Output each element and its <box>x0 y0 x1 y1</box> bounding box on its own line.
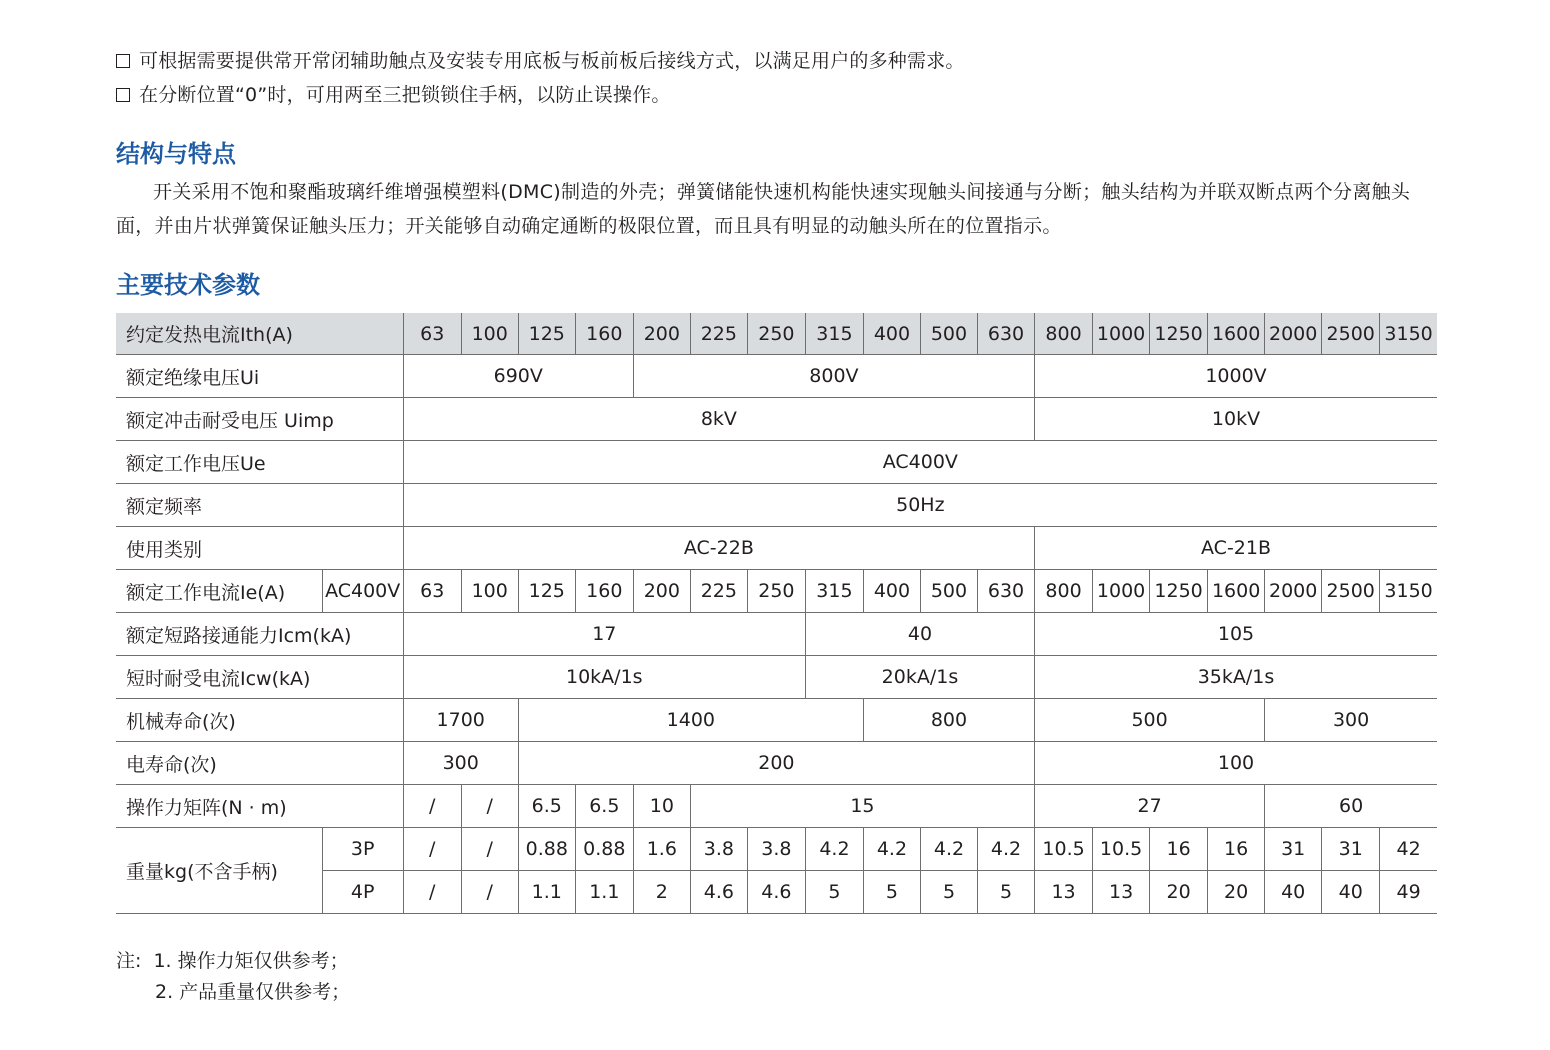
value-cell: 200 <box>518 742 1034 785</box>
value-cell: 6.5 <box>518 785 575 828</box>
row-label: 额定短路接通能力Icm(kA) <box>116 613 403 656</box>
value-cell: 1000 <box>1093 570 1150 613</box>
rating-cell: 1600 <box>1208 313 1265 355</box>
value-cell: 315 <box>805 570 863 613</box>
value-cell: 1250 <box>1150 570 1208 613</box>
short-time-withstand-row <box>116 656 1437 699</box>
value-cell: 60 <box>1265 785 1437 828</box>
value-cell: 40 <box>1322 871 1380 914</box>
rating-cell: 200 <box>633 313 690 355</box>
bullet-text: 在分断位置“0”时，可用两至三把锁锁住手柄，以防止误操作。 <box>139 84 671 106</box>
value-cell: 800V <box>633 355 1034 398</box>
rating-cell: 500 <box>920 313 977 355</box>
value-cell: 10kV <box>1035 398 1437 441</box>
bullet-text: 可根据需要提供常开常闭辅助触点及安装专用底板与板前板后接线方式，以满足用户的多种需求。 <box>139 50 965 72</box>
value-cell: 49 <box>1380 871 1437 914</box>
value-cell: 20kA/1s <box>805 656 1034 699</box>
note-text: 2. 产品重量仅供参考； <box>155 981 351 1003</box>
value-cell: 400 <box>863 570 920 613</box>
value-cell: 200 <box>633 570 690 613</box>
value-cell: / <box>461 828 518 871</box>
row-label: 额定工作电压Ue <box>116 441 403 484</box>
value-cell: 27 <box>1035 785 1265 828</box>
pole-label: 3P <box>322 828 403 871</box>
value-cell: 2000 <box>1265 570 1322 613</box>
row-label: 机械寿命(次) <box>116 699 403 742</box>
weight-3p-row <box>116 828 1437 871</box>
value-cell: 4.2 <box>978 828 1035 871</box>
value-cell: 8kV <box>403 398 1034 441</box>
value-cell: 15 <box>690 785 1034 828</box>
value-cell: 20 <box>1150 871 1208 914</box>
value-cell: 1.1 <box>575 871 633 914</box>
value-cell: 100 <box>1035 742 1437 785</box>
value-cell: 0.88 <box>518 828 575 871</box>
rating-cell: 125 <box>518 313 575 355</box>
value-cell: 20 <box>1208 871 1265 914</box>
structure-paragraph: 开关采用不饱和聚酯玻璃纤维增强模塑料(DMC)制造的外壳；弹簧储能快速机构能快速实现触头间接通与分断；触头结构为并联双断点两个分离触头面，并由片状弹簧保证触头压力；开关能够自动确定通断的极限位置，而且具有明显的动触头所在的位置指示。 <box>116 181 1411 237</box>
value-cell: 4.6 <box>747 871 805 914</box>
value-cell: 300 <box>403 742 518 785</box>
checkbox-icon <box>116 54 130 68</box>
value-cell: 16 <box>1150 828 1208 871</box>
impulse-voltage-row <box>116 398 1437 441</box>
params-heading: 主要技术参数 <box>116 271 260 299</box>
value-cell: 2500 <box>1322 570 1380 613</box>
value-cell: 13 <box>1093 871 1150 914</box>
value-cell: 10kA/1s <box>403 656 805 699</box>
value-cell: 10 <box>633 785 690 828</box>
value-cell: 63 <box>403 570 461 613</box>
value-cell: 50Hz <box>403 484 1437 527</box>
value-cell: 800 <box>1035 570 1093 613</box>
value-cell: 1000V <box>1035 355 1437 398</box>
value-cell: 300 <box>1265 699 1437 742</box>
operating-voltage-row <box>116 441 1437 484</box>
operating-torque-row <box>116 785 1437 828</box>
value-cell: 3150 <box>1380 570 1437 613</box>
value-cell: / <box>461 785 518 828</box>
electrical-life-row <box>116 742 1437 785</box>
value-cell: 16 <box>1208 828 1265 871</box>
value-cell: 17 <box>403 613 805 656</box>
value-cell: 5 <box>920 871 977 914</box>
pole-label: 4P <box>322 871 403 914</box>
note-1 <box>116 946 349 976</box>
value-cell: 250 <box>747 570 805 613</box>
row-label: 额定工作电流Ie(A) <box>116 570 322 613</box>
row-label: 电寿命(次) <box>116 742 403 785</box>
value-cell: 690V <box>403 355 633 398</box>
value-cell: 500 <box>1035 699 1265 742</box>
rating-cell: 315 <box>805 313 863 355</box>
mechanical-life-row <box>116 699 1437 742</box>
rating-cell: 63 <box>403 313 461 355</box>
value-cell: 100 <box>461 570 518 613</box>
value-cell: 31 <box>1265 828 1322 871</box>
value-cell: 1.1 <box>518 871 575 914</box>
value-cell: 1700 <box>403 699 518 742</box>
value-cell: / <box>403 785 461 828</box>
value-cell: 40 <box>805 613 1034 656</box>
value-cell: 0.88 <box>575 828 633 871</box>
short-circuit-making-row <box>116 613 1437 656</box>
rating-cell: 250 <box>747 313 805 355</box>
value-cell: 13 <box>1035 871 1093 914</box>
value-cell: 800 <box>863 699 1034 742</box>
value-cell: AC400V <box>403 441 1437 484</box>
rating-cell: 2000 <box>1265 313 1322 355</box>
row-label: 使用类别 <box>116 527 403 570</box>
row-label: 短时耐受电流Icw(kA) <box>116 656 403 699</box>
rating-cell: 800 <box>1035 313 1093 355</box>
value-cell: AC-22B <box>403 527 1034 570</box>
value-cell: 5 <box>805 871 863 914</box>
value-cell: 3.8 <box>747 828 805 871</box>
value-cell: 630 <box>978 570 1035 613</box>
value-cell: / <box>403 871 461 914</box>
value-cell: 160 <box>575 570 633 613</box>
value-cell: AC-21B <box>1035 527 1437 570</box>
value-cell: 225 <box>690 570 747 613</box>
value-cell: / <box>461 871 518 914</box>
bullet-aux-contacts <box>116 49 965 73</box>
value-cell: 4.2 <box>805 828 863 871</box>
value-cell: 42 <box>1380 828 1437 871</box>
rating-cell: 1250 <box>1150 313 1208 355</box>
note-prefix: 注: <box>116 950 142 972</box>
rating-cell: 1000 <box>1093 313 1150 355</box>
value-cell: 1.6 <box>633 828 690 871</box>
row-label: 约定发热电流Ith(A) <box>116 313 403 355</box>
rating-cell: 160 <box>575 313 633 355</box>
value-cell: 4.2 <box>920 828 977 871</box>
note-text: 1. 操作力矩仅供参考； <box>153 950 349 972</box>
row-label: 操作力矩阵(N · m) <box>116 785 403 828</box>
rating-cell: 2500 <box>1322 313 1380 355</box>
value-cell: 4.2 <box>863 828 920 871</box>
value-cell: 1400 <box>518 699 863 742</box>
rating-cell: 400 <box>863 313 920 355</box>
rating-cell: 3150 <box>1380 313 1437 355</box>
checkbox-icon <box>116 88 130 102</box>
frequency-row <box>116 484 1437 527</box>
value-cell: 2 <box>633 871 690 914</box>
operating-current-row <box>116 570 1437 613</box>
note-2 <box>155 977 350 1007</box>
rating-cell: 100 <box>461 313 518 355</box>
voltage-sub-label: AC400V <box>322 570 403 613</box>
row-label: 额定冲击耐受电压 Uimp <box>116 398 403 441</box>
value-cell: 500 <box>920 570 977 613</box>
value-cell: 5 <box>863 871 920 914</box>
value-cell: 1600 <box>1208 570 1265 613</box>
value-cell: 3.8 <box>690 828 747 871</box>
value-cell: 40 <box>1265 871 1322 914</box>
tech-params-table <box>116 313 1437 914</box>
rating-cell: 630 <box>978 313 1035 355</box>
insulation-voltage-row <box>116 355 1437 398</box>
rating-cell: 225 <box>690 313 747 355</box>
structure-heading: 结构与特点 <box>116 140 236 168</box>
row-label: 重量kg(不含手柄) <box>116 828 322 914</box>
value-cell: 4.6 <box>690 871 747 914</box>
row-label: 额定绝缘电压Ui <box>116 355 403 398</box>
value-cell: 5 <box>978 871 1035 914</box>
value-cell: 125 <box>518 570 575 613</box>
value-cell: 31 <box>1322 828 1380 871</box>
utilization-category-row <box>116 527 1437 570</box>
value-cell: 10.5 <box>1093 828 1150 871</box>
value-cell: 105 <box>1035 613 1437 656</box>
value-cell: 6.5 <box>575 785 633 828</box>
bullet-lock <box>116 83 671 107</box>
value-cell: 35kA/1s <box>1035 656 1437 699</box>
value-cell: 10.5 <box>1035 828 1093 871</box>
rated-thermal-current-row <box>116 313 1437 355</box>
value-cell: / <box>403 828 461 871</box>
row-label: 额定频率 <box>116 484 403 527</box>
